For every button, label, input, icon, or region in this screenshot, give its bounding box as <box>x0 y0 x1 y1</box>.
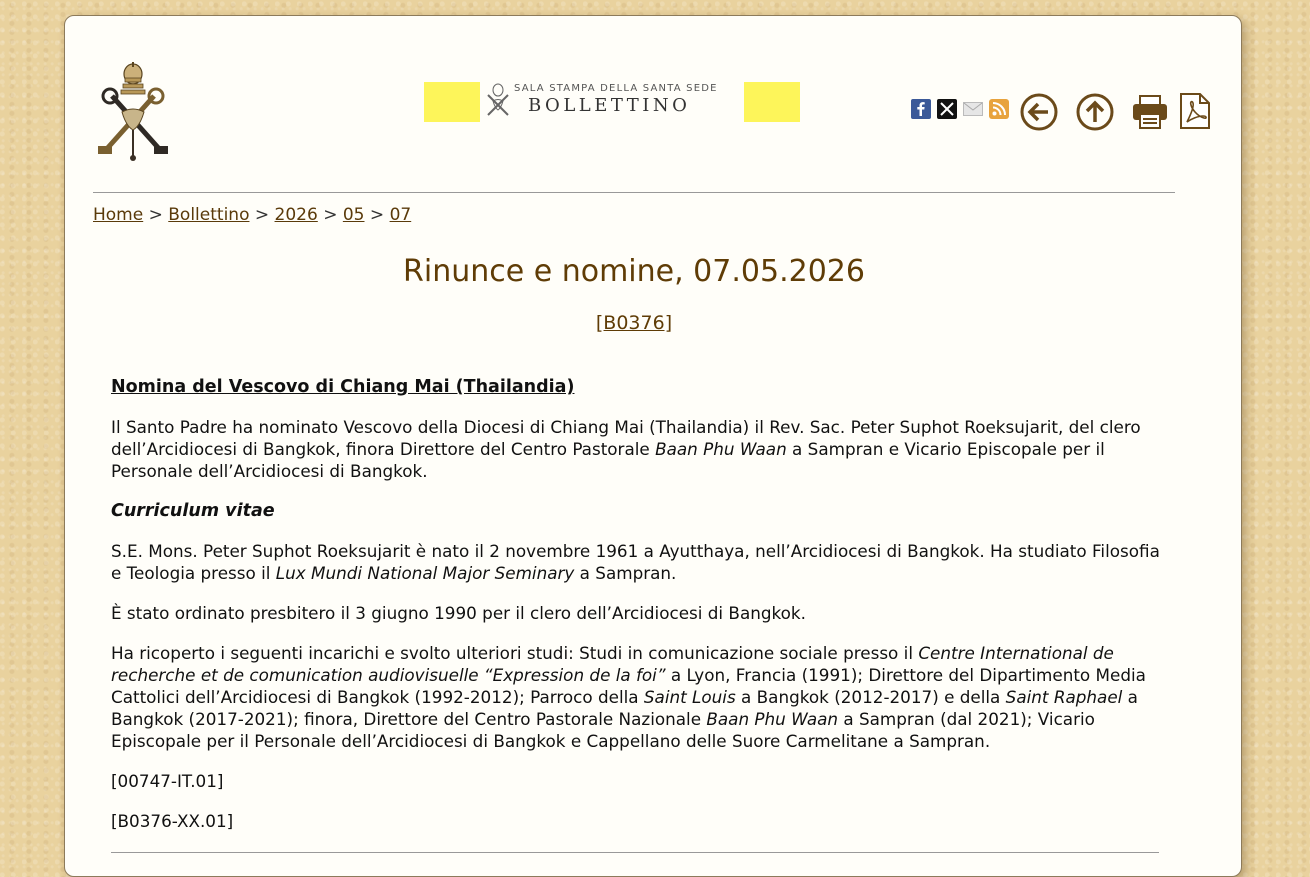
breadcrumb-year-link[interactable]: 2026 <box>274 205 318 225</box>
banner-title: BOLLETTINO <box>528 95 691 116</box>
intro-paragraph <box>111 416 1171 482</box>
text: a Sampran e Vicario Episcopale per il Personale dell’Arcidiocesi di Bangkok. <box>111 439 1105 481</box>
banner-subtitle: SALA STAMPA DELLA SANTA SEDE <box>514 83 718 94</box>
text: a Sampran (dal 2021); Vicario Episcopale per il Personale dell’Arcidiocesi di Bangkok e Cappellano delle Suore Carmelitane a Sampran. <box>111 709 1095 751</box>
cv-paragraph-roles <box>111 642 1171 752</box>
facebook-icon[interactable] <box>911 99 931 119</box>
text: a Lyon, Francia (1991); Direttore del Dipartimento Media Cattolici dell’Arcidiocesi di Bangkok (1992-2012); Parroco della <box>111 665 1146 707</box>
article-body <box>111 376 1171 850</box>
breadcrumb-home-link[interactable]: Home <box>93 205 144 225</box>
bulletin-code-link[interactable]: [B0376] <box>595 312 673 334</box>
header-divider <box>93 192 1175 193</box>
bulletin-code <box>65 312 1203 334</box>
bollettino-banner[interactable] <box>424 82 800 122</box>
italic-text: Saint Raphael <box>1005 687 1123 707</box>
top-arrow-icon[interactable] <box>1075 92 1115 132</box>
holy-see-coat-of-arms-logo <box>92 62 174 162</box>
breadcrumb-separator: > <box>369 205 385 225</box>
pdf-icon[interactable] <box>1179 92 1211 130</box>
italic-text: Saint Louis <box>643 687 736 707</box>
banner-left-block <box>424 82 480 122</box>
breadcrumb-month-link[interactable]: 05 <box>342 205 365 225</box>
italic-text: Centre International de recherche et de comunication audiovisuelle “Expression de la foi” <box>111 643 1114 685</box>
bulletin-page <box>64 15 1242 877</box>
cv-paragraph-birth <box>111 540 1171 584</box>
small-crest-icon <box>484 83 512 119</box>
text: a Bangkok (2017-2021); finora, Direttore del Centro Pastorale Nazionale <box>111 687 1138 729</box>
italic-text: Lux Mundi National Major Seminary <box>275 563 575 583</box>
article-heading: Nomina del Vescovo di Chiang Mai (Thailandia) <box>111 377 575 397</box>
cv-paragraph-ordination: È stato ordinato presbitero il 3 giugno 1990 per il clero dell’Arcidiocesi di Bangkok. <box>111 603 806 623</box>
breadcrumb-bollettino-link[interactable]: Bollettino <box>168 205 250 225</box>
text: Ha ricoperto i seguenti incarichi e svolto ulteriori studi: Studi in comunicazione sociale presso il <box>111 643 919 663</box>
breadcrumb <box>93 205 411 225</box>
text: Il Santo Padre ha nominato Vescovo della Diocesi di Chiang Mai (Thailandia) il Rev. Sac. Peter Suphot Roeksujarit, del clero dell’Arcidiocesi di Bangkok, finora Direttore del Centro Pastorale <box>111 417 1141 459</box>
breadcrumb-separator: > <box>323 205 338 225</box>
rss-icon[interactable] <box>989 99 1009 119</box>
x-icon[interactable] <box>937 99 957 119</box>
reference-code: [00747-IT.01] <box>111 771 224 791</box>
breadcrumb-separator: > <box>148 205 163 225</box>
italic-text: Baan Phu Waan <box>655 439 787 459</box>
banner-center <box>480 82 744 122</box>
breadcrumb-day-link[interactable]: 07 <box>389 205 412 225</box>
italic-text: Baan Phu Waan <box>706 709 839 729</box>
text: a Bangkok (2012-2017) e della <box>735 687 1006 707</box>
cv-heading: Curriculum vitae <box>111 501 275 521</box>
text: a Sampran. <box>574 563 677 583</box>
page-title: Rinunce e nomine, 07.05.2026 <box>403 254 865 289</box>
reference-code: [B0376-XX.01] <box>111 811 234 831</box>
text: S.E. Mons. Peter Suphot Roeksujarit è nato il 2 novembre 1961 a Ayutthaya, nell’Arcidiocesi di Bangkok. Ha studiato Filosofia e Teologia presso il <box>111 541 1160 583</box>
banner-right-block <box>744 82 800 122</box>
email-icon[interactable] <box>963 100 983 118</box>
back-arrow-icon[interactable] <box>1019 92 1059 132</box>
print-icon[interactable] <box>1131 94 1169 130</box>
breadcrumb-separator: > <box>254 205 270 225</box>
